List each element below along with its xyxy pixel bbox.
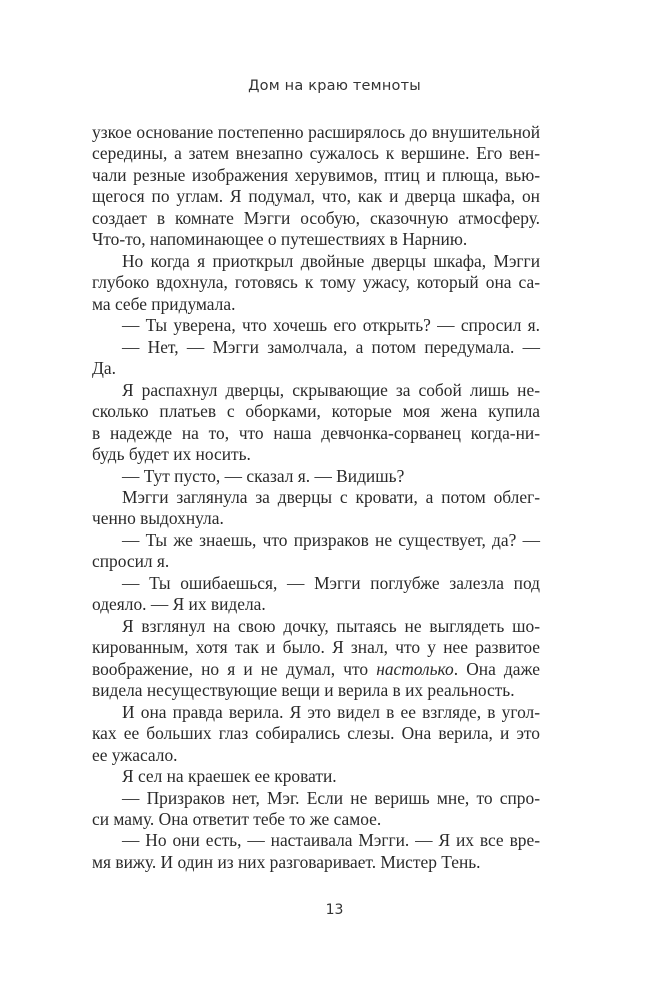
text-line: чали резные изображения херувимов, птиц и плюща, вью- [92, 164, 540, 185]
text-line: мя вижу. И один из них разговаривает. Мистер Тень. [92, 851, 481, 872]
text-line: середины, а затем внезапно сужалось к вершине. Его вен- [92, 143, 540, 164]
text-segment: . Она даже [453, 658, 541, 679]
text-line: ма себе придумала. [92, 293, 236, 314]
text-line: будь будет их носить. [92, 444, 251, 465]
text-line: — Ты ошибаешься, — Мэгги поглубже залезла под [122, 572, 540, 593]
text-line: си маму. Она ответит тебе то же самое. [92, 809, 382, 829]
text-line: одеяло. — Я их видела. [92, 594, 266, 615]
page-body-text [92, 122, 540, 873]
italic-emphasis: настолько [376, 658, 454, 679]
text-line: ее ужасало. [92, 744, 178, 765]
text-line: И она правда верила. Я это видел в ее взгляде, в угол- [122, 701, 540, 722]
text-line: узкое основание постепенно расширялось до внушительной [92, 122, 540, 142]
text-line: Мэгги заглянула за дверцы с кровати, а потом облег- [122, 486, 540, 507]
text-line: — Ты уверена, что хочешь его открыть? — спросил я. [122, 315, 540, 336]
text-line: создает в комнате Мэгги особую, сказочную атмосферу. [92, 207, 540, 228]
text-line: — Ты же знаешь, что призраков не существует, да? — [122, 529, 540, 550]
text-line: глубоко вдохнула, готовясь к тому ужасу, который она са- [92, 272, 540, 293]
text-line: Я сел на краешек ее кровати. [122, 766, 337, 787]
text-line: в надежде на то, что наша девчонка-сорванец когда-ни- [92, 422, 540, 443]
text-line: видела несуществующие вещи и верила в их реальность. [92, 680, 515, 701]
text-line: спросил я. [92, 551, 170, 572]
text-line: — Призраков нет, Мэг. Если не веришь мне, то спро- [122, 787, 540, 808]
text-line: щегося по углам. Я подумал, что, как и дверца шкафа, он [92, 186, 540, 207]
text-line: ках ее больших глаз собирались слезы. Она верила, и это [92, 723, 540, 744]
text-line: сколько платьев с оборками, которые моя жена купила [92, 401, 540, 422]
text-line [92, 659, 540, 680]
text-line: — Тут пусто, — сказал я. — Видишь? [122, 465, 405, 486]
text-line: Но когда я приоткрыл двойные дверцы шкафа, Мэгги [122, 250, 540, 271]
text-line: — Но они есть, — настаивала Мэгги. — Я их все вре- [122, 830, 540, 851]
text-line: кированным, хотя так и было. Я знал, что у нее развитое [92, 637, 540, 658]
text-line: ченно выдохнула. [92, 508, 224, 529]
text-line: — Нет, — Мэгги замолчала, а потом передумала. — [122, 336, 540, 357]
text-line: Что-то, напоминающее о путешествиях в Нарнию. [92, 229, 468, 250]
text-segment: воображение, но я и не думал, что [92, 658, 377, 679]
running-title: Дом на краю темноты [248, 78, 421, 94]
text-line: Я взглянул на свою дочку, пытаясь не выглядеть шо- [122, 615, 540, 636]
page-number: 13 [325, 902, 344, 918]
text-line: Я распахнул дверцы, скрывающие за собой лишь не- [122, 379, 540, 400]
text-line: Да. [92, 358, 116, 379]
